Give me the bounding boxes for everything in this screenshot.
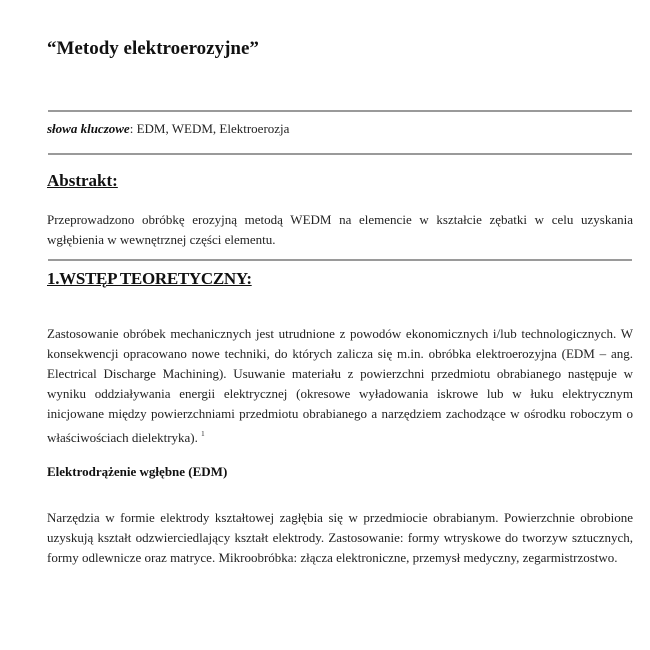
section-heading: 1.WSTĘP TEORETYCZNY:: [47, 269, 252, 288]
subsection-heading: Elektrodrążenie wgłębne (EDM): [47, 464, 228, 479]
keywords-values: EDM, WEDM, Elektroerozja: [136, 121, 290, 136]
horizontal-rule: [48, 110, 632, 112]
keywords-line: [47, 121, 289, 137]
keywords-separator: :: [129, 121, 137, 136]
footnote-reference[interactable]: 1: [201, 430, 205, 438]
abstract-text: Przeprowadzono obróbkę erozyjną metodą WEDM na elemencie w kształcie zębatki w celu uzyskania wgłębienia w wewnętrznej części elementu.: [47, 212, 633, 247]
section-paragraph-text: Zastosowanie obróbek mechanicznych jest utrudnione z powodów ekonomicznych i/lub technologicznych. W konsekwencji opracowano nowe techniki, do których zalicza się m.in. obróbka elektroerozyjna (EDM – ang. Electrical Discharge Machining). Usuwanie materiału z powierzchni przedmiotu obrabianego następuje w wyniku oddziaływania energii elektrycznej (okresowe wyładowania iskrowe lub w łuku elektrycznym inicjowane między powierzchniami przedmiotu obrabianego a narzędziem zachodzące w ośrodku roboczym o właściwościach dielektryka).: [47, 326, 633, 445]
abstract-heading: Abstrakt:: [47, 171, 118, 190]
horizontal-rule: [48, 153, 632, 155]
keywords-label: słowa kluczowe: [47, 121, 130, 136]
document-title: “Metody elektroerozyjne”: [47, 38, 259, 59]
section-paragraph: [47, 324, 633, 448]
horizontal-rule: [48, 259, 632, 261]
subsection-paragraph: Narzędzia w formie elektrody kształtowej zagłębia się w przedmiocie obrabianym. Powierzchnie obrobione uzyskują kształt odzwierciedlający kształt elektrody. Zastosowanie: formy wtryskowe do tworzyw sztucznych, formy odlewnicze oraz matryce. Mikroobróbka: złącza elektroniczne, przemysł medyczny, zegarmistrzostwo.: [47, 510, 633, 565]
